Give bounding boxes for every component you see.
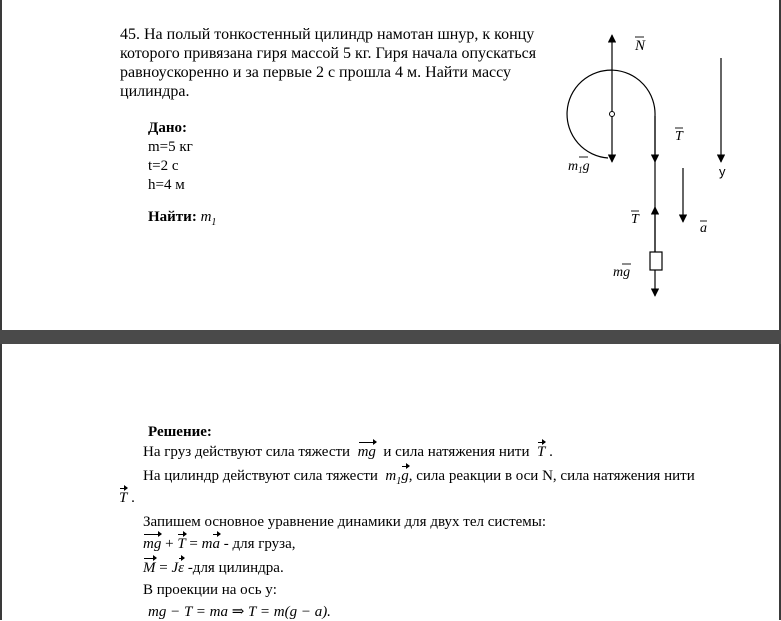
solution-heading: Решение: — [148, 424, 212, 440]
axis-point — [610, 112, 615, 117]
page-gap — [0, 330, 781, 344]
given-block — [148, 119, 193, 195]
weight-box — [650, 252, 662, 270]
solution-projection: В проекции на ось y: — [143, 582, 277, 598]
solution-line-3: Запишем основное уравнение динамики для двух тел системы: — [143, 514, 547, 530]
find-value: $m_1$ — [200, 209, 217, 228]
label-T-upper: T — [675, 129, 683, 144]
solution-line-2: На цилиндр действуют сила тяжести $m_1g$, сила реакции в оси N, сила натяжения нити — [143, 468, 695, 487]
find-label: Найти: — [148, 209, 197, 225]
label-T-lower: T — [631, 212, 639, 227]
problem-statement: 45. На полый тонкостенный цилиндр намотан шнур, к концу которого привязана гиря массой 5 кг. Гиря начала опускаться равноускоренно и за первые 2 с прошла 4 м. Найти массу цилиндра. — [120, 26, 537, 100]
label-y: y — [719, 164, 726, 179]
solution-line-1: На груз действуют сила тяжести mg и сила натяжения нити T . — [143, 444, 553, 460]
equation-weight: mg + T = ma - для груза, — [143, 536, 296, 552]
given-mass: m=5 кг — [148, 139, 193, 155]
physics-diagram — [542, 20, 781, 310]
find-block — [148, 209, 216, 228]
given-time: t=2 c — [148, 158, 179, 174]
solution-line-2-cont: T . — [119, 490, 135, 506]
label-mg: mg — [613, 265, 631, 280]
page-2 — [0, 344, 781, 620]
label-m1g: $m_1g$ — [568, 159, 590, 175]
given-height: h=4 м — [148, 177, 185, 193]
label-N: N — [635, 38, 646, 54]
given-heading: Дано: — [148, 120, 187, 136]
label-a: a — [700, 221, 707, 236]
equation-projection: mg − T = ma ⇒ T = m(g − a). — [148, 604, 331, 620]
equation-cylinder: M = Jε -для цилиндра. — [143, 560, 284, 576]
